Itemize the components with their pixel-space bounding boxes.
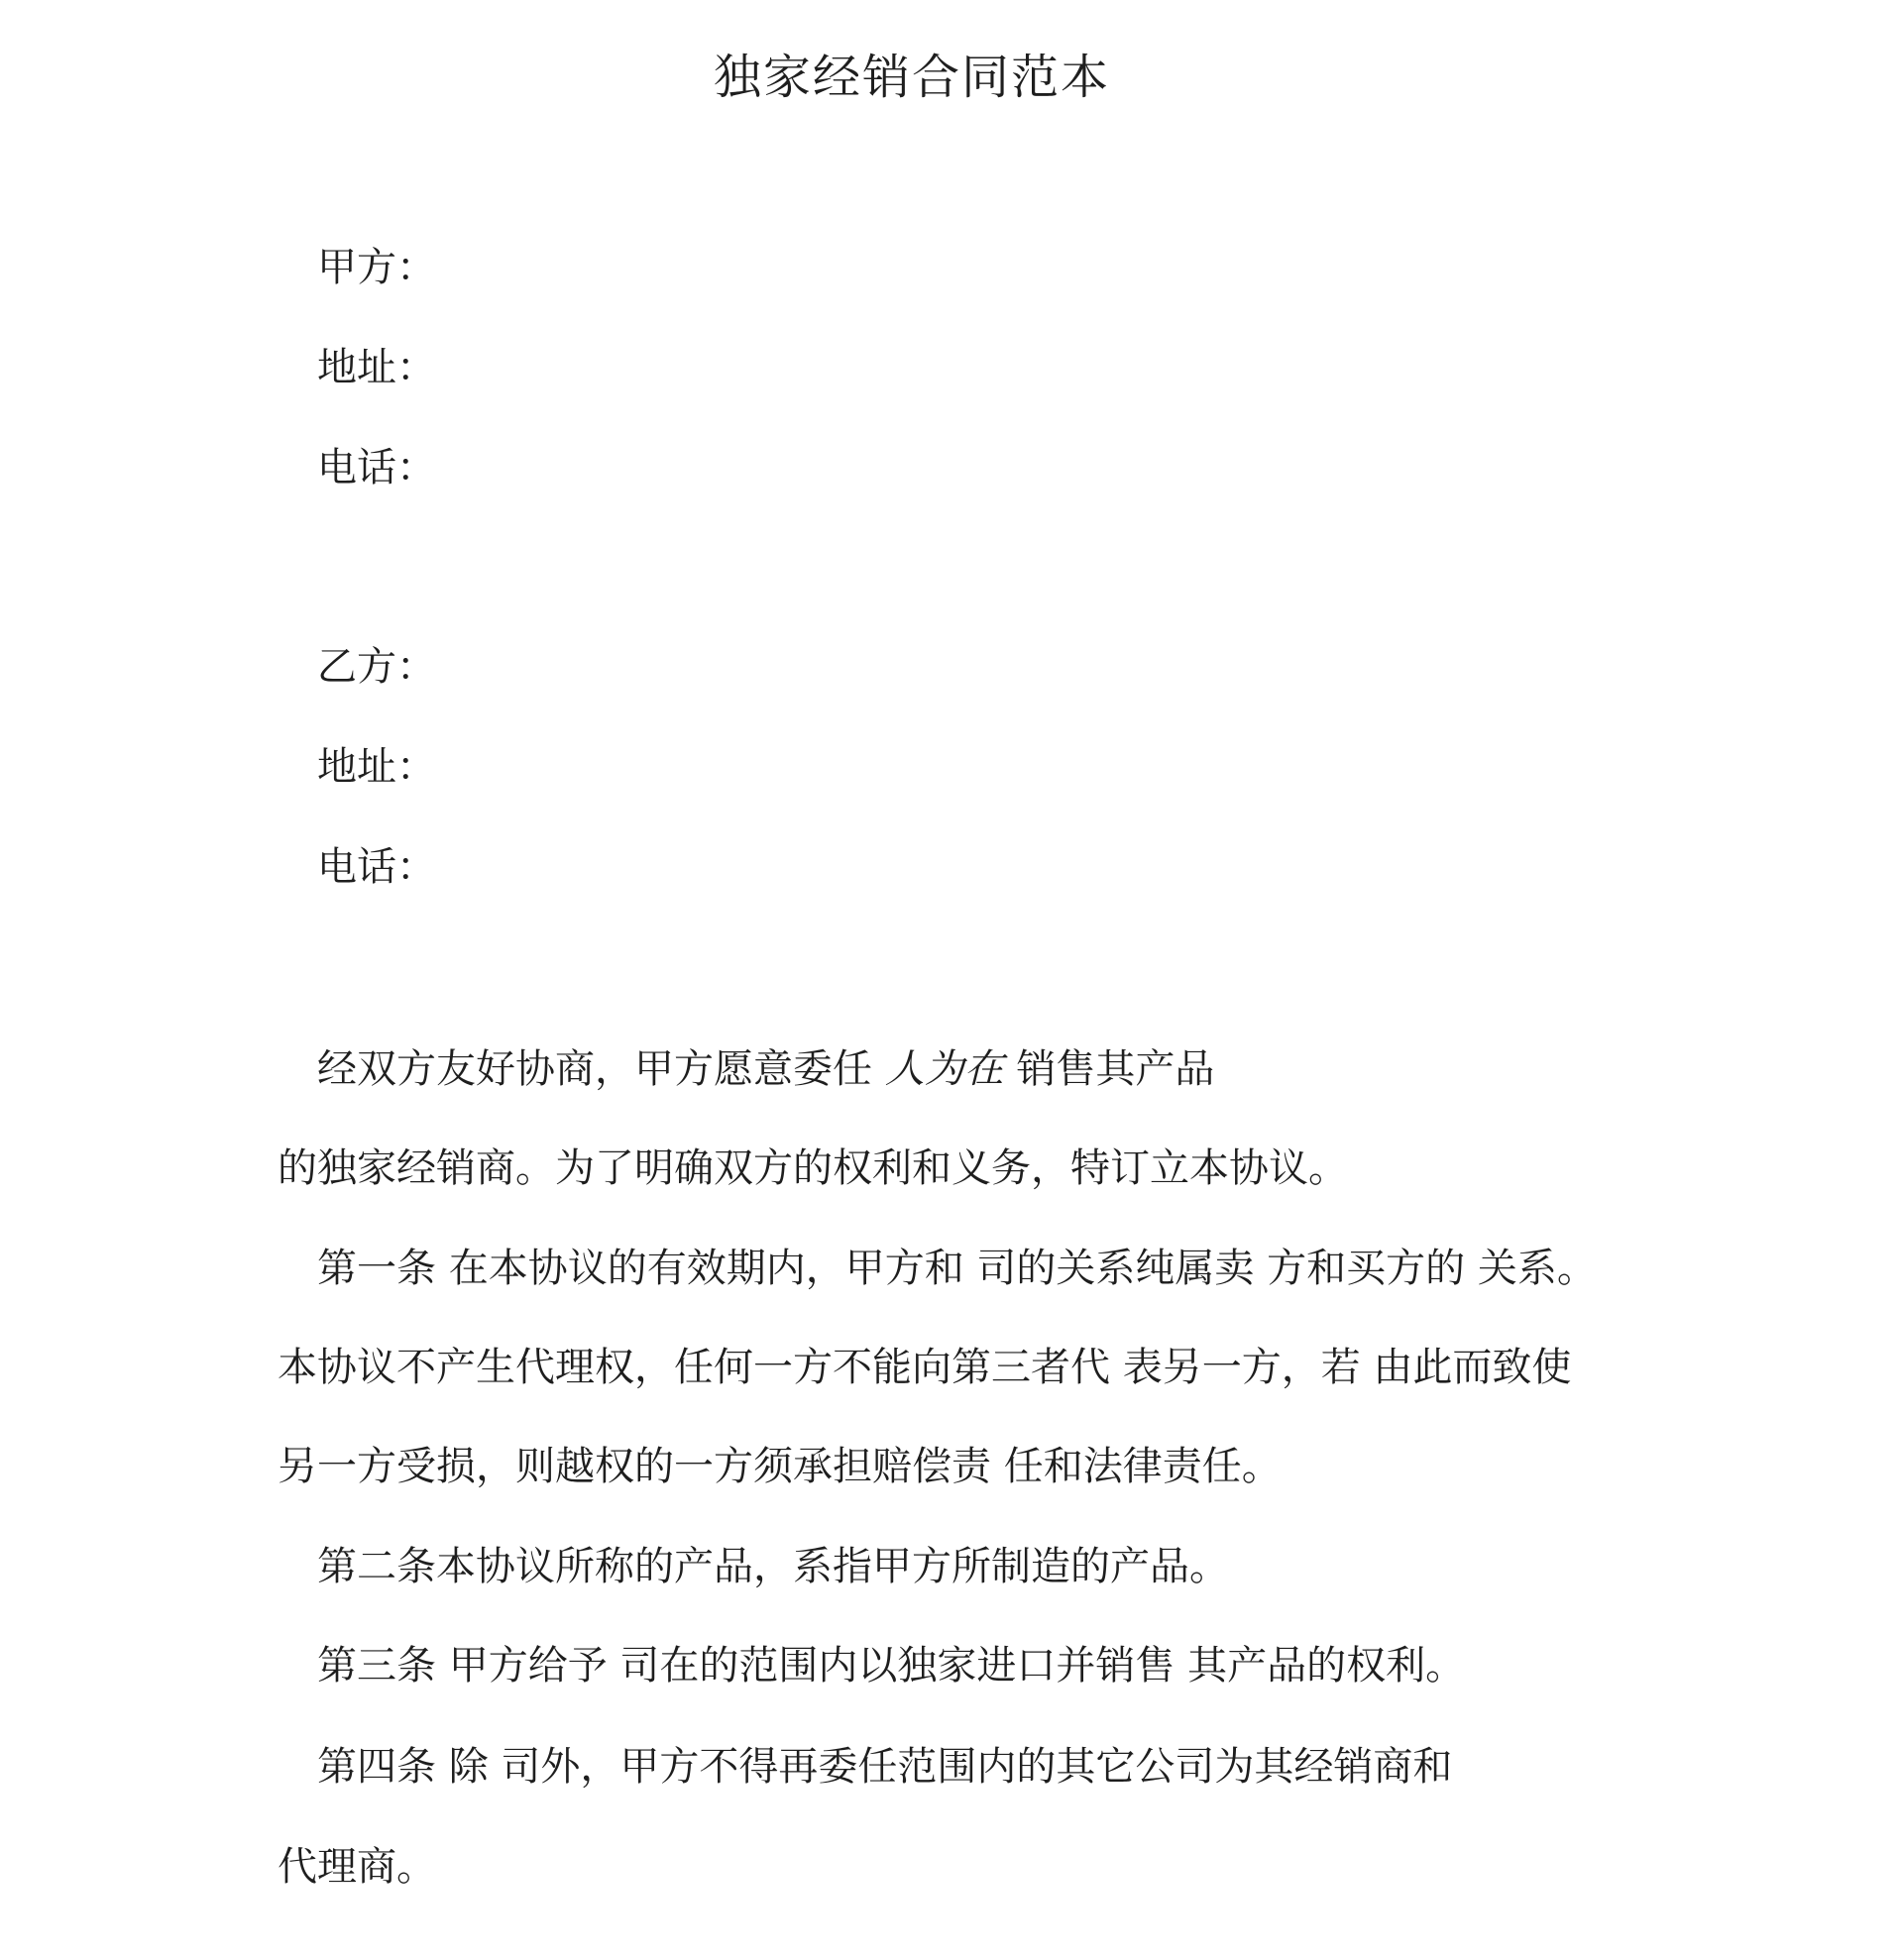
intro-text-part-1: 经双方友好协商，甲方愿意委任 bbox=[317, 1046, 885, 1092]
article-4-line-1: 第四条 除 司外，甲方不得再委任范围内的其它公司为其经销商和 bbox=[317, 1744, 1453, 1790]
party-a-phone-label: 电话： bbox=[317, 445, 436, 490]
article-4-line-2: 代理商。 bbox=[278, 1844, 436, 1890]
party-b-address-label: 地址： bbox=[317, 744, 436, 790]
article-1-line-1: 第一条 在本协议的有效期内，甲方和 司的关系纯属卖 方和买方的 关系。 bbox=[317, 1246, 1597, 1291]
intro-text-part-2: 销售其产品 bbox=[1003, 1046, 1215, 1092]
intro-paragraph-line-1 bbox=[317, 1045, 1214, 1093]
party-b-phone-label: 电话： bbox=[317, 844, 436, 890]
party-b-name-label: 乙方： bbox=[317, 644, 436, 690]
intro-paragraph-line-2: 的独家经销商。为了明确双方的权利和义务，特订立本协议。 bbox=[278, 1145, 1348, 1191]
article-2: 第二条本协议所称的产品，系指甲方所制造的产品。 bbox=[317, 1544, 1229, 1589]
article-1-line-3: 另一方受损，则越权的一方须承担赔偿责 任和法律责任。 bbox=[278, 1444, 1282, 1489]
party-a-name-label: 甲方： bbox=[317, 245, 436, 290]
article-3: 第三条 甲方给予 司在的范围内以独家进口并销售 其产品的权利。 bbox=[317, 1643, 1466, 1688]
intro-italic-text: 人为在 bbox=[884, 1046, 1004, 1092]
article-1-line-2: 本协议不产生代理权，任何一方不能向第三者代 表另一方，若 由此而致使 bbox=[278, 1345, 1572, 1390]
document-title: 独家经销合同范本 bbox=[713, 50, 1110, 105]
party-a-address-label: 地址： bbox=[317, 345, 436, 390]
